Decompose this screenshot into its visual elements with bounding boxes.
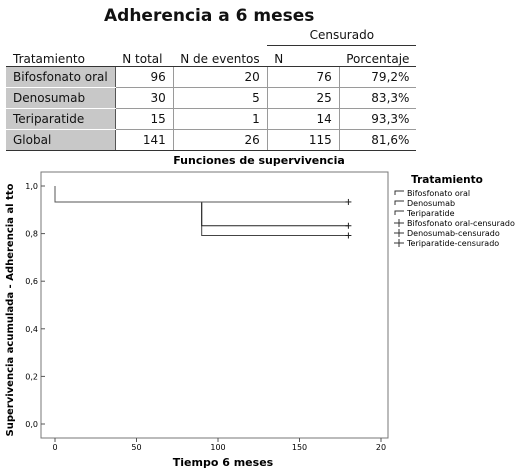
table-group-header-row — [6, 25, 416, 46]
y-tick-label: 0,2 — [25, 372, 38, 382]
y-tick-label: 0,0 — [25, 420, 38, 429]
cell-n: 25 — [267, 88, 339, 109]
legend-label: Denosumab-censurado — [407, 229, 500, 238]
y-tick-label: 1,0 — [25, 182, 38, 191]
y-axis-label: Supervivencia acumulada - Adherencia al tto — [5, 183, 16, 437]
cell-porcentaje: 81,6% — [339, 130, 416, 151]
censurado-header: Censurado — [267, 25, 416, 46]
chart-title: Funciones de supervivencia — [173, 154, 345, 167]
cell-n-eventos: 5 — [173, 88, 267, 109]
cell-n-eventos: 1 — [173, 109, 267, 130]
cell-n: 76 — [267, 67, 339, 88]
legend-swatch-line — [395, 191, 404, 195]
cell-n-total: 96 — [115, 67, 173, 88]
x-tick-label: 20 — [375, 443, 387, 452]
cell-n-total: 30 — [115, 88, 173, 109]
cell-porcentaje: 93,3% — [339, 109, 416, 130]
cell-n-eventos: 20 — [173, 67, 267, 88]
table-column-header-row — [6, 46, 416, 67]
cell-n-total: 15 — [115, 109, 173, 130]
x-axis-label: Tiempo 6 meses — [172, 456, 274, 469]
legend-label: Bifosfonato oral-censurado — [407, 219, 515, 228]
cell-porcentaje: 79,2% — [339, 67, 416, 88]
plot-frame — [41, 172, 388, 438]
x-tick-label: 100 — [210, 443, 226, 452]
series-line-3 — [55, 186, 348, 202]
col-header-n: N — [267, 46, 339, 67]
legend-swatch-line — [395, 211, 404, 215]
legend-label: Teriparatide — [407, 209, 455, 218]
x-tick-label: 50 — [131, 443, 142, 452]
series-line-2 — [55, 186, 348, 226]
cell-n-eventos: 26 — [173, 130, 267, 151]
legend — [394, 189, 515, 248]
col-header-n-total: N total — [115, 46, 173, 67]
col-header-n-eventos: N de eventos — [173, 46, 267, 67]
cell-porcentaje: 83,3% — [339, 88, 416, 109]
table-row — [6, 67, 416, 88]
legend-label: Bifosfonato oral — [407, 189, 471, 198]
col-header-tratamiento: Tratamiento — [6, 46, 115, 67]
legend-swatch-line — [395, 201, 404, 205]
adherence-table — [6, 25, 416, 151]
row-label: Teriparatide — [6, 109, 115, 130]
x-tick-label: 0 — [52, 443, 58, 452]
plot-layer — [25, 182, 386, 452]
table-title: Adherencia a 6 meses — [104, 6, 315, 26]
col-header-porcentaje: Porcentaje — [339, 46, 416, 67]
y-tick-label: 0,4 — [25, 324, 38, 334]
cell-n-total: 141 — [115, 130, 173, 151]
legend-label: Teriparatide-censurado — [407, 239, 500, 248]
legend-title: Tratamiento — [411, 174, 483, 186]
row-label: Bifosfonato oral — [6, 67, 115, 88]
y-tick-label: 0,6 — [25, 277, 38, 287]
y-tick-label: 0,8 — [25, 229, 38, 239]
table-row — [6, 88, 416, 109]
row-label: Global — [6, 130, 115, 151]
x-tick-label: 150 — [291, 443, 308, 452]
table-row — [6, 109, 416, 130]
cell-n: 14 — [267, 109, 339, 130]
survival-chart — [0, 148, 531, 473]
legend-label: Denosumab — [407, 199, 456, 208]
row-label: Denosumab — [6, 88, 115, 109]
cell-n: 115 — [267, 130, 339, 151]
